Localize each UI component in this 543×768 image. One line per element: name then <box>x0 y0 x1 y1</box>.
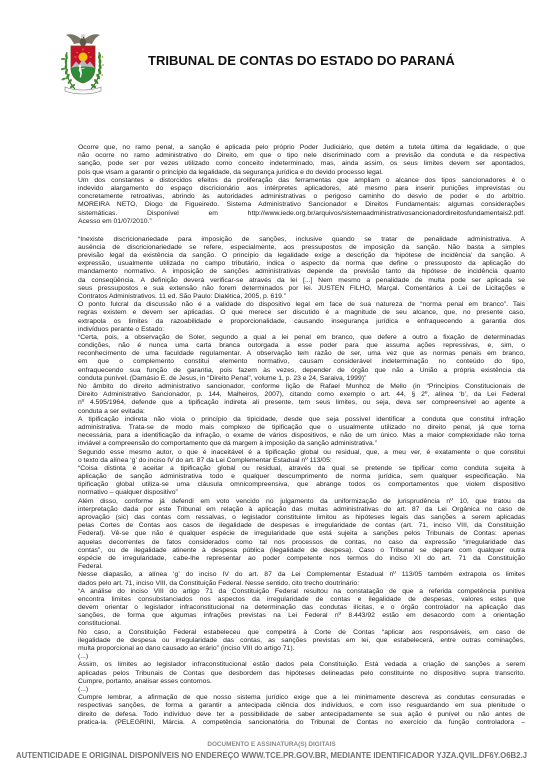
text-line: enfraquecendo sua função de garantia, pois fazem às vezes, depender de órgão que não a União a própria existência da <box>78 366 525 374</box>
text-line: em que o complemento constitui elemento normativo, causam considerável indeterminação no conteúdo do tipo, <box>78 358 525 366</box>
text-line: seus pressupostos e sua extensão não forem determinados por lei. JUSTEN FILHO, Marçal. Comentários à Lei de Licitações e <box>78 284 525 292</box>
text-line: O ponto fulcral da discussão não é a validade do dispositivo legal em face de sua natureza de “norma penal em branco”. Tais <box>78 301 525 309</box>
text-line: espécie de irregularidade, cabe-lhe representar ao poder competente nos termos do inciso XI do art. 71 da Constituição <box>78 554 525 562</box>
text-line: indivíduos perante o Estado: <box>78 325 165 333</box>
ribbon <box>65 87 101 94</box>
paragraph <box>78 694 525 727</box>
text-line: (...) <box>78 685 89 693</box>
text-line: contas”, ou de ilegalidade atinente à despesa pública (ilegalidade de despesa). Caso o Tribunal se depare com qualquer outra <box>78 546 525 554</box>
text-line: Contratos Administrativos. 11 ed. São Paulo: Dialética, 2005, p. 619.” <box>78 292 287 300</box>
text-line: (...) <box>78 653 89 661</box>
paragraph <box>78 177 525 226</box>
text-line: o texto da alínea ‘g’ do inciso IV do art. 87 da Lei Complementar Estadual nº 113/05: <box>78 456 332 464</box>
paragraph <box>78 588 525 629</box>
text-line: indevido alargamento do espaço discricionário aos intérpretes aplicadores, até mesmo para inserir punições imprevistas ou <box>78 184 525 192</box>
text-line: regras existem e devem ser aplicadas. O que merece ser discutido é a magnitude de seu alcance, que, no presente caso, <box>78 309 525 317</box>
text-line: administrativa. Trata-se de modo mais complexo de tipificação que o usualmente utilizado no direito penal, já que torna <box>78 423 525 431</box>
paragraph <box>78 236 525 302</box>
paragraph <box>78 144 525 177</box>
text-line: extrapola os limites da razoabilidade e proporcionalidade, causando insegurança jurídica e enfraquecendo a garantia dos <box>78 317 525 325</box>
text-line: pois que visam a garantir o princípio da legalidade, da segurança jurídica e do devido processo legal. <box>78 168 383 176</box>
paragraph <box>78 653 525 661</box>
text-line: Assim, os limites ao legislador infraconstitucional estão dados pela Constituição. Está vedada a criação de sanções a serem <box>78 661 525 669</box>
text-line: Um dos constantes e distorcidos efeitos da proliferação das ferramentas que ampliam o alcance dos tipos sancionadores é o <box>78 176 525 184</box>
text-line: Segundo esse mesmo autor, o que é inaceitável é a tipificação global ou residual, que, a meu ver, é exatamente o que constitui <box>78 448 525 456</box>
text-line: previsão legal da existência da sanção. O princípio da legalidade exige a descrição da ‘hipótese de incidência’ da sanção. A <box>78 252 525 260</box>
text-line: aprovação (sic) das contas com ressalvas, o legislador constituinte limitou as hipóteses legais das sanções a serem aplicadas <box>78 514 525 522</box>
text-line: aquelas decorrentes de fatos considerados como tal nos processos de contas, no caso da expressão “irregularidade das <box>78 538 525 546</box>
text-line: interpretação dada por este Tribunal em relação à aplicação das multas administrativas do art. 87 da Lei Orgânica no caso de <box>78 505 525 513</box>
text-line: inviável a compreensão do comportamento que dá margem à imposição da sanção administrativa.” <box>78 440 377 448</box>
paragraph <box>78 498 525 572</box>
text-line: “Coisa distinta é aceitar a tipificação global ou residual, através da qual se pretende se tipificar como conduta sujeita à <box>78 464 525 472</box>
text-line: sanções, de forma que algumas infrações previstas na Lei Federal nº 8.443/92 estão em desacordo com a orientação <box>78 612 525 620</box>
text-line: ausência de discricionariedade se refere, especialmente, aos pressupostos de imposição da sanção. Não basta a simples <box>78 243 525 251</box>
paragraph <box>78 629 525 654</box>
text-line: conduta a ser evitada: <box>78 407 145 415</box>
eagle-figure <box>66 34 100 47</box>
text-line: direito de defesa. Todo indivíduo deve ter a possibilidade de saber antecipadamente se sua ação é punível ou não antes de <box>78 710 525 718</box>
text-line: devem orientar o legislador infraconstitucional na determinação das condutas ilícitas, e o órgão controlador na aplicação das <box>78 604 525 612</box>
text-line: aplicação de sanção administrativa todo e qualquer descumprimento de norma jurídica, sem qualquer especificação. Na <box>78 473 525 481</box>
digital-signature-notice: DOCUMENTO E ASSINATURA(S) DIGITAIS <box>207 741 336 748</box>
text-line: Cumpre, portanto, analisar esses contornos. <box>78 677 212 685</box>
paragraph <box>78 571 525 587</box>
page-title: TRIBUNAL DE CONTAS DO ESTADO DO PARANÁ <box>148 53 455 68</box>
text-line: dados pelo art. 71, inciso VIII, da Constituição Federal. Nesse sentido, cito trecho doutrinário: <box>78 579 360 587</box>
text-line: Federal). Vê-se que não é qualquer espécie de irregularidade que está sujeita a sanções pelos Tribunais de Contas: apenas <box>78 530 525 538</box>
text-line: normativo – qualquer dispositivo” <box>78 489 178 497</box>
shield <box>71 46 95 83</box>
text-line: Acesso em 01/07/2010.” <box>78 217 152 225</box>
text-line: multa proporcional ao dano causado ao erário” (inciso VIII do artigo 71). <box>78 645 295 653</box>
text-line: encontra limites consubstanciados nos aspectos da irregularidade de contas e ilegalidade de despesas, valores estes que <box>78 595 525 603</box>
text-line: ilegalidade de despesa ou irregularidade das contas, as sanções previstas em lei, que estabelecerá, entre outras cominações, <box>78 636 525 644</box>
text-line: não ocorre no ramo administrativo do Direito, em que o tipo nele discriminado com a previsão da conduta e da respectiva <box>78 152 525 160</box>
text-line: da conseqüência. A definição deverá verificar-se através da lei [...] Nem mesmo a penalidade de multa pode ser aplicada se <box>78 276 525 284</box>
text-line: A tipificação indireta não viola o princípio da tipicidade, desde que seja possível identificar a conduta que constitui infração <box>78 415 525 423</box>
paragraph <box>78 334 525 383</box>
text-line: Nesse diapasão, a alínea ‘g’ do inciso IV do art. 87 da Lei Complementar Estadual nº 113/05 também extrapola os limites <box>78 571 525 579</box>
text-line: No caso, a Constituição Federal estabeleceu que competirá à Corte de Contas “aplicar aos responsáveis, em caso de <box>78 628 525 636</box>
text-line: Federal. <box>78 563 103 571</box>
text-line: Além disso, conforme já defendi em voto vencido no julgamento da uniformização de jurisprudência nº 10, que tratou da <box>78 497 525 505</box>
text-line: respectivas sanções, de forma a garantir a antecipada ciência dos indivíduos, e com isso resguardando em sua plenitude o <box>78 702 525 710</box>
text-line: Cumpre lembrar, a afirmação de que nosso sistema jurídico exige que a lei minimamente descreva as condutas censuradas e <box>78 694 525 702</box>
text-line: necessária, para a identificação da infração, o exame de vários dispositivos, e não de um único. Mas a maior complexidade não torna <box>78 432 525 440</box>
paragraph <box>78 686 525 694</box>
page-footer <box>0 740 543 761</box>
text-line: expressão, usualmente utilizada no campo tributário, indica o aspecto da norma que define o pressuposto da aplicação do <box>78 260 525 268</box>
text-line: mandamento normativo. A imposição de sanções administrativas depende da previsão tanto da hipótese de incidência quanto <box>78 268 525 276</box>
text-line: Ocorre que, no ramo penal, a sanção é aplicada pelo próprio Poder Judiciário, que detém a tutela última da legalidade, o que <box>78 144 525 151</box>
authenticity-notice: AUTENTICIDADE E ORIGINAL DISPONÍVEIS NO ENDEREÇO WWW.TCE.PR.GOV.BR, MEDIANTE IDENTIFICADOR YJZA.QVIL.DF6Y.O6B2.J <box>15 751 528 760</box>
document-body <box>78 144 525 727</box>
text-line: “A análise do inciso VIII do artigo 71 da Constituição Federal resultou na constatação de que a referida competência punitiva <box>78 587 525 595</box>
text-line: concretamente retroativas, abrindo às autoridades administrativas o perigoso caminho do desvio de poder e do arbítrio. <box>78 193 525 201</box>
text-line: constitucional. <box>78 620 122 628</box>
text-line: condições, não é nunca uma carta branca outorgada a esse poder para que assuma ações repressivas, e, sim, o <box>78 342 525 350</box>
text-line: sanção, pode ser por vezes utilizado como conceito indeterminado, mas, ainda assim, os seus limites devem ser apontados, <box>78 160 525 168</box>
text-line: MOREIRA NETO, Diogo de Figueiredo. Sistema Administrativo Sancionador e Direitos Fundamentais: algumas considerações <box>78 201 525 209</box>
paragraph <box>78 465 525 498</box>
text-line: nº 4.595/1964, defende que a tipificação indireta ali presente, tem seus limites, ou seja, deva ser compreensível ao agente a <box>78 399 525 407</box>
text-line: No âmbito do direito administrativo sancionador, conforme lição de Rafael Munhoz de Mello (in “Princípios Constitucionais de <box>78 383 525 391</box>
text-line: “Certa, pois, a observação de Soler, segundo a qual a lei penal em branco, que defere a outro a fixação de determinadas <box>78 333 525 341</box>
text-line: pelas Cortes de Contas aos casos de ilegalidade de despesas e irregularidade de contas (art. 71, inciso VIII, da Constituição <box>78 522 525 530</box>
text-line: tipificação global utiliza-se uma cláusula omnicompreensiva, que abrange todos os comportamentos que violem dispositivo <box>78 481 525 489</box>
text-line: conduta punível. (Damásio E. de Jesus, in “Direito Penal”, volume 1, p. 23 e 24, Saraiva, 1999)” <box>78 374 367 382</box>
text-line: reconhecimento de uma faculdade regulamentar. A observação tem razão de ser, uma vez que as normas penais em branco, <box>78 350 525 358</box>
paragraph <box>78 449 525 465</box>
paragraph <box>78 661 525 686</box>
text-line: sistemáticas. Disponível em http://www.iede.org.br/arquivos/sistemaadministrativosancionadordireitosfundamentais2.pdf. <box>78 209 525 217</box>
paragraph <box>78 301 525 334</box>
paragraph <box>78 416 525 449</box>
text-line: aplicadas pelos Tribunais de Contas que desbordem das hipóteses delineadas pelo constituinte no dispositivo supra transcrito. <box>78 669 525 677</box>
text-line: pratica-la. (PELEGRINI, Márcia. A competência sancionatória do Tribunal de Contas no exercício da função controladora – <box>78 718 525 726</box>
text-line: Direito Administrativo Sancionador, p. 144, Malheiros, 2007), citando como exemplo o art. 44, § 2º, alínea ‘b’, da Lei Federal <box>78 391 525 399</box>
text-line: “Inexiste discricionariedade para imposição de sanções, inclusive quando se tratar de penalidade administrativa. A <box>78 235 525 243</box>
paragraph <box>78 383 525 416</box>
coat-of-arms-icon <box>61 31 105 97</box>
